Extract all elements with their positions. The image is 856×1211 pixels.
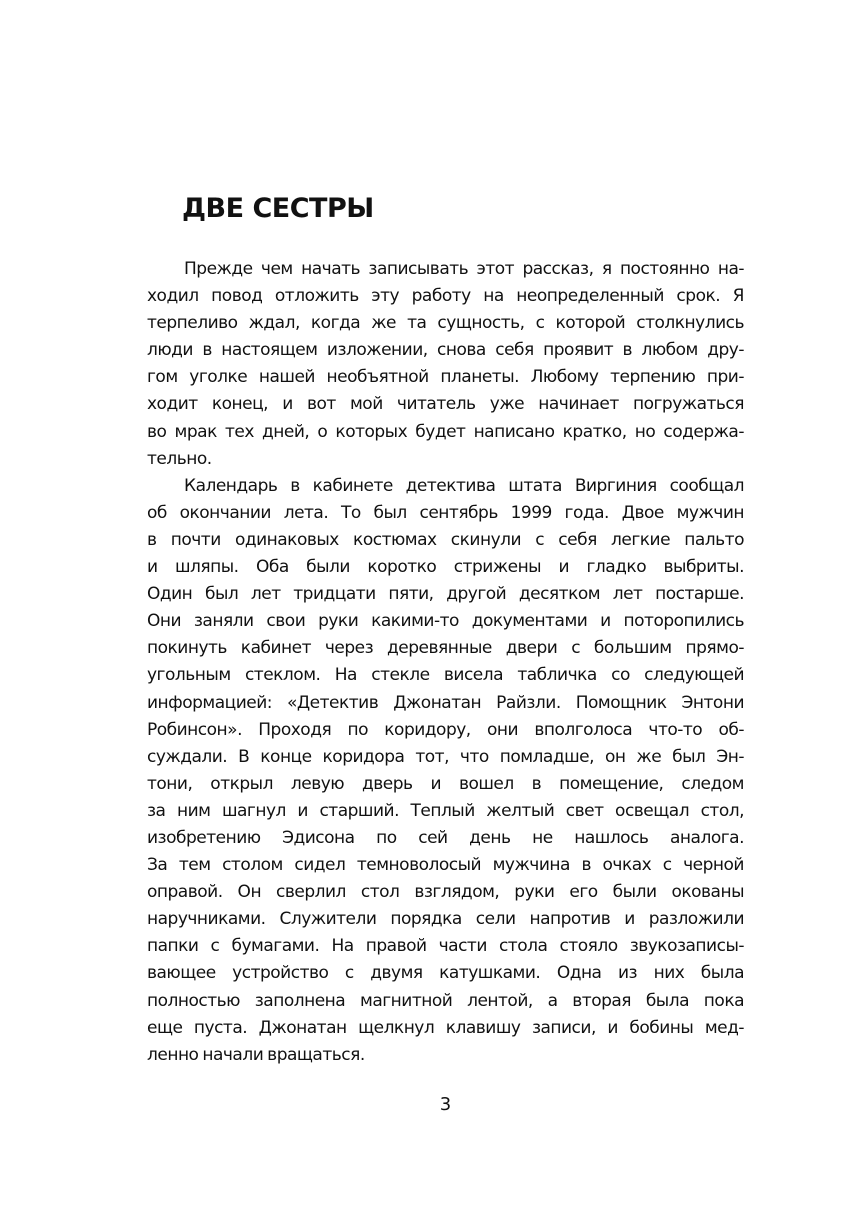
text-line: ленно начали вращаться.	[147, 1044, 365, 1065]
page-number: 3	[439, 1094, 452, 1115]
text-line: в почти одинаковых костюмах скинули с себя легкие пальто	[147, 529, 744, 550]
text-line: за ним шагнул и старший. Теплый желтый свет освещал стол,	[147, 800, 744, 821]
text-line: Один был лет тридцати пяти, другой десятком лет постарше.	[147, 584, 744, 605]
text-line: наручниками. Служители порядка сели напротив и разложили	[147, 909, 744, 930]
chapter-title: ДВЕ СЕСТРЫ	[182, 193, 374, 224]
text-line: За тем столом сидел темноволосый мужчина в очках с черной	[147, 855, 744, 876]
text-line: информацией: «Детектив Джонатан Райзли. Помощник Энтони	[147, 692, 744, 713]
text-line: во мрак тех дней, о которых будет написано кратко, но содержа-	[147, 421, 744, 442]
text-line: изобретению Эдисона по сей день не нашлось аналога.	[147, 827, 744, 848]
text-line: тельно.	[147, 448, 212, 469]
book-page	[147, 0, 744, 1211]
text-line: ходит конец, и вот мой читатель уже начинает погружаться	[147, 394, 744, 415]
text-line: люди в настоящем изложении, снова себя проявит в любом дру-	[147, 340, 744, 361]
text-line: об окончании лета. То был сентябрь 1999 года. Двое мужчин	[147, 502, 744, 523]
paragraph-2	[147, 473, 744, 1069]
text-line: еще пуста. Джонатан щелкнул клавишу записи, и бобины мед-	[147, 1017, 744, 1038]
text-line: и шляпы. Оба были коротко стрижены и гладко выбриты.	[147, 557, 744, 578]
text-line: Прежде чем начать записывать этот рассказ, я постоянно на-	[184, 259, 744, 279]
text-line: папки с бумагами. На правой части стола стояло звукозаписы-	[147, 936, 744, 957]
text-line: терпеливо ждал, когда же та сущность, с которой столкнулись	[147, 313, 744, 334]
text-line: Они заняли свои руки какими-то документами и поторопились	[147, 611, 744, 632]
text-line: полностью заполнена магнитной лентой, а вторая была пока	[147, 990, 744, 1011]
text-line: гом уголке нашей необъятной планеты. Любому терпению при-	[147, 367, 744, 388]
text-line: Календарь в кабинете детектива штата Виргиния сообщал	[184, 475, 744, 496]
text-line: тони, открыл левую дверь и вошел в помещение, следом	[147, 773, 744, 794]
paragraph-1	[147, 256, 744, 473]
text-line: угольным стеклом. На стекле висела табличка со следующей	[147, 665, 744, 686]
text-line: покинуть кабинет через деревянные двери с большим прямо-	[147, 638, 744, 659]
text-line: суждали. В конце коридора тот, что помладше, он же был Эн-	[147, 746, 744, 767]
text-line: вающее устройство с двумя катушками. Одна из них была	[147, 963, 744, 984]
text-line: Робинсон». Проходя по коридору, они вполголоса что-то об-	[147, 719, 744, 740]
body-text	[147, 256, 744, 1069]
text-line: ходил повод отложить эту работу на неопределенный срок. Я	[147, 286, 744, 307]
text-line: оправой. Он сверлил стол взглядом, руки его были окованы	[147, 882, 744, 903]
